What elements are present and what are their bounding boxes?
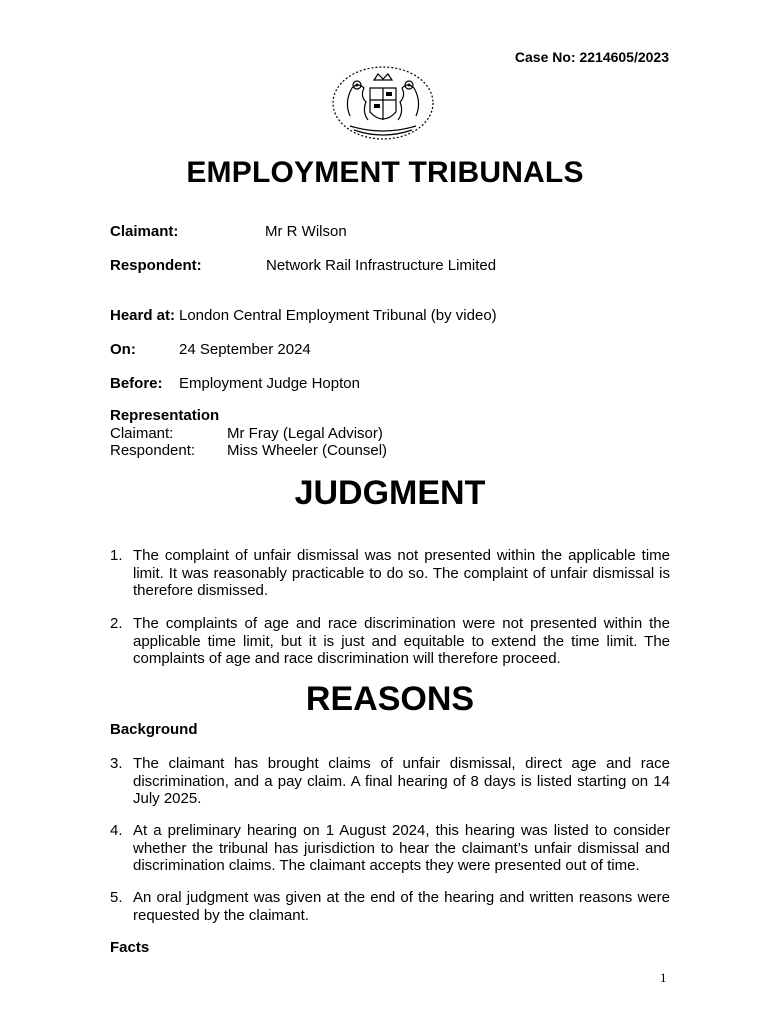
item-text: The claimant has brought claims of unfair dismissal, direct age and race discrimination, and a pay claim. A final hearing of 8 days is listed starting on 14 July 2025.	[133, 755, 670, 807]
on-value: 24 September 2024	[179, 341, 311, 358]
page-title: EMPLOYMENT TRIBUNALS	[186, 156, 584, 189]
item-number: 4.	[110, 822, 123, 839]
item-number: 2.	[110, 615, 123, 632]
heard-at-value: London Central Employment Tribunal (by video)	[179, 307, 497, 324]
item-text: The complaint of unfair dismissal was not presented within the applicable time limit. It was reasonably practicable to do so. The complaint of unfair dismissal is therefore dismissed.	[133, 547, 670, 599]
claimant-value: Mr R Wilson	[265, 223, 347, 240]
background-heading: Background	[110, 721, 198, 738]
reasons-heading: REASONS	[305, 680, 475, 718]
judgment-item	[110, 547, 670, 600]
before-value: Employment Judge Hopton	[179, 375, 360, 392]
reasons-item	[110, 889, 670, 924]
respondent-label: Respondent:	[110, 257, 202, 274]
rep-claimant-label: Claimant:	[110, 425, 174, 442]
before-label: Before:	[110, 375, 163, 392]
claimant-label: Claimant:	[110, 223, 179, 240]
page-number: 1	[660, 970, 667, 985]
rep-respondent-label: Respondent:	[110, 442, 196, 459]
rep-respondent-value: Miss Wheeler (Counsel)	[227, 442, 388, 459]
judgment-item	[110, 615, 670, 668]
item-text: An oral judgment was given at the end of the hearing and written reasons were requested by the claimant.	[133, 889, 670, 924]
on-label: On:	[110, 341, 136, 358]
item-number: 5.	[110, 889, 123, 906]
respondent-value: Network Rail Infrastructure Limited	[266, 257, 497, 274]
heard-at-label: Heard at:	[110, 307, 176, 324]
item-text: The complaints of age and race discrimination were not presented within the applicable time limit, but it is just and equitable to extend the time limit. The complaints of age and race discrimination will therefore proceed.	[133, 615, 670, 667]
item-number: 1.	[110, 547, 123, 564]
rep-claimant-value: Mr Fray (Legal Advisor)	[227, 425, 383, 442]
item-text: At a preliminary hearing on 1 August 2024, this hearing was listed to consider whether the tribunal has jurisdiction to hear the claimant’s unfair dismissal and discrimination claims. The claimant accepts they were presented out of time.	[133, 822, 670, 874]
facts-heading: Facts	[110, 939, 150, 956]
case-number: Case No: 2214605/2023	[514, 49, 669, 65]
item-number: 3.	[110, 755, 123, 772]
reasons-item	[110, 755, 670, 808]
reasons-item	[110, 822, 670, 875]
royal-coat-of-arms-icon	[330, 66, 436, 144]
representation-heading: Representation	[110, 407, 220, 424]
judgment-heading: JUDGMENT	[294, 474, 486, 512]
